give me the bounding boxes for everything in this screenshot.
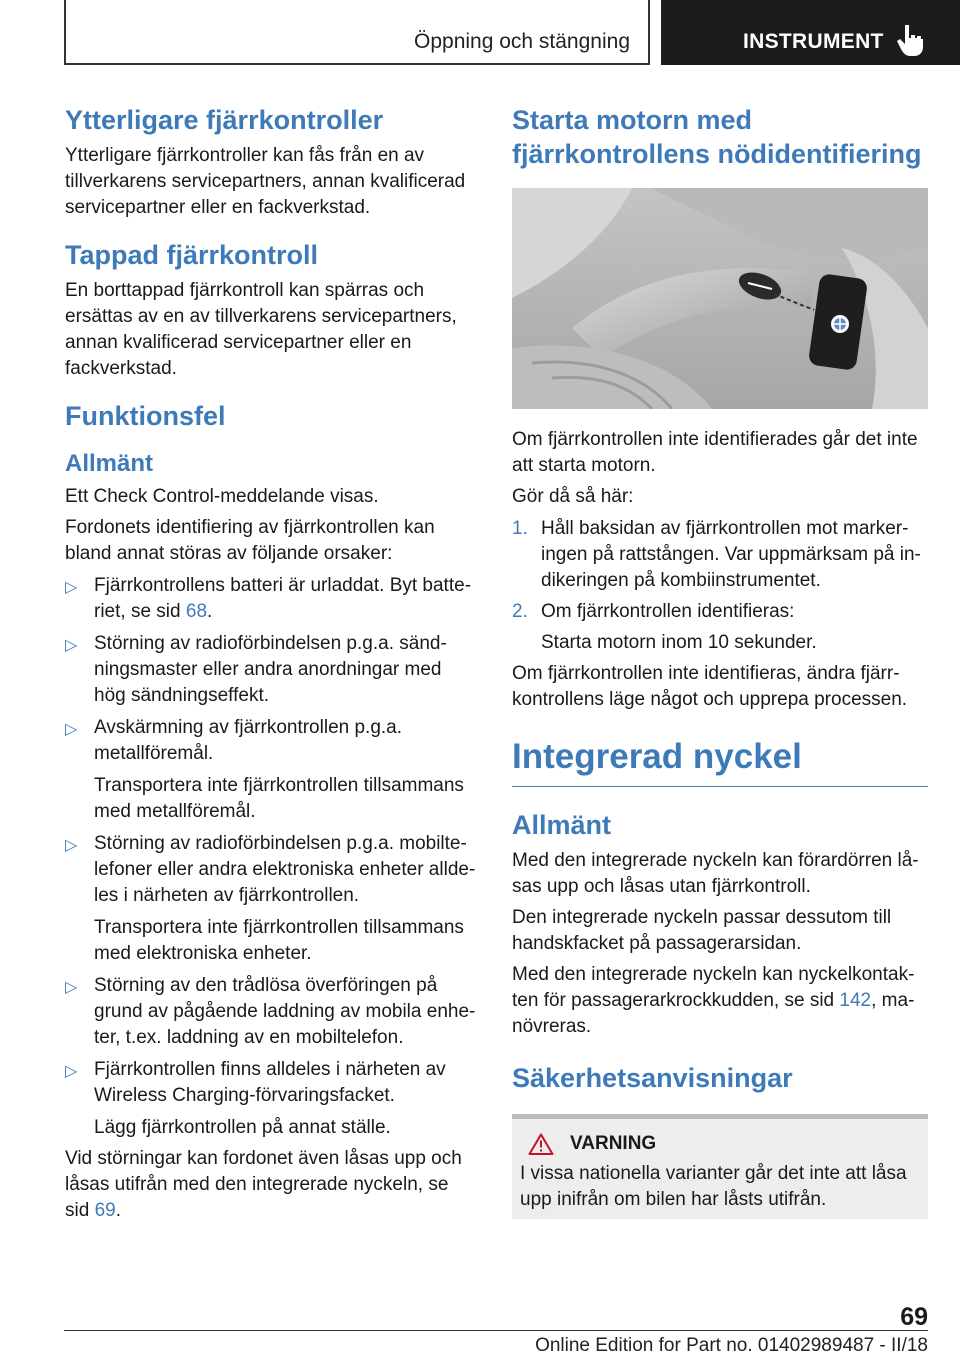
heading-safety-notes: Säkerhetsanvisningar	[512, 1063, 793, 1093]
subheading-general: Allmänt	[512, 810, 612, 841]
paragraph-key-airbag	[512, 962, 928, 1040]
steps-list	[512, 516, 928, 656]
list-item-text: Fjärrkontrollen finns alldeles i närheten av Wireless Charging-förvaringsfacket.	[94, 1059, 446, 1107]
bullet-triangle-icon: ▷	[65, 579, 78, 597]
list-item	[65, 631, 477, 709]
list-item-note: Transportera inte fjärrkontrollen tillsammans med elektroniska enheter.	[94, 917, 464, 965]
bullet-triangle-icon: ▷	[65, 979, 78, 997]
footer-edition: Online Edition for Part no. 01402989487 - II/18	[535, 1335, 928, 1356]
list-item	[65, 1057, 477, 1141]
illustration-svg	[512, 188, 928, 409]
list-item-text: Fjärrkontrollens batteri är urladdat. Byt batteriet, se sid	[94, 575, 472, 623]
page-link-69[interactable]: 69	[94, 1200, 116, 1222]
paragraph-do-this: Gör då så här:	[512, 485, 634, 507]
paragraph-lost-remote: En borttappad fjärrkontroll kan spärras och ersättas av en av tillverkarens servicepartners, annan kvalificerad servicepartner eller en fackverkstad.	[65, 279, 457, 379]
header-section-box	[64, 0, 650, 65]
step-number: 2.	[512, 600, 528, 622]
bullet-triangle-icon: ▷	[65, 721, 78, 739]
right-column	[512, 98, 928, 1219]
key-airbag-text-end: , manövreras.	[512, 990, 915, 1037]
closing-text: Vid störningar kan fordonet även låsas upp och låsas utifrån med den integrerade nyckeln, se sid	[65, 1148, 462, 1222]
list-item	[65, 973, 477, 1051]
list-item-note: Transportera inte fjärrkontrollen tillsammans med metallföremål.	[94, 775, 464, 823]
bullet-triangle-icon: ▷	[65, 837, 78, 855]
step-text: Håll baksidan av fjärrkontrollen mot markeringen på rattstången. Var uppmärksam på indikeringen på kombiinstrumentet.	[541, 517, 921, 591]
list-item-text: Avskärmning av fjärrkontrollen p.g.a. metallföremål.	[94, 717, 403, 765]
warning-text: I vissa nationella varianter går det inte att låsa upp inifrån om bilen har låsts utifrån.	[520, 1162, 907, 1210]
step-note: Starta motorn inom 10 sekunder.	[541, 631, 817, 653]
warning-triangle-icon	[528, 1133, 554, 1155]
left-column	[65, 98, 477, 1224]
key-airbag-text: Med den integrerade nyckeln kan nyckelkontakten för passagerarkrockkudden, se sid	[512, 964, 915, 1011]
step-text: Om fjärrkontrollen identifieras:	[541, 600, 795, 622]
step-item	[512, 599, 928, 656]
subheading-general: Allmänt	[65, 450, 154, 478]
page-number: 69	[900, 1303, 928, 1331]
list-item-text-end: .	[207, 601, 213, 623]
list-item	[65, 831, 477, 967]
paragraph-not-identified: Om fjärrkontrollen inte identifierades går det inte att starta motorn.	[512, 428, 918, 476]
page-link-142[interactable]: 142	[839, 990, 872, 1011]
pointing-hand-icon	[896, 23, 926, 57]
header-section-title: Öppning och stängning	[414, 30, 630, 53]
paragraph-causes-intro: Fordonets identifiering av fjärrkontrollen kan bland annat störas av följande orsaker:	[65, 517, 435, 565]
heading-additional-remotes: Ytterligare fjärrkontroller	[65, 105, 384, 135]
illustration-remote-at-steering-column	[512, 188, 928, 409]
warning-box	[512, 1114, 928, 1219]
paragraph-reposition: Om fjärrkontrollen inte identifieras, ändra fjärrkontrollens läge något och upprepa processen.	[512, 662, 908, 710]
bullet-triangle-icon: ▷	[65, 1063, 78, 1081]
heading-lost-remote: Tappad fjärrkontroll	[65, 239, 319, 270]
heading-integrated-key: Integrerad nyckel	[512, 735, 928, 788]
paragraph-check-control: Ett Check Control-meddelande visas.	[65, 486, 379, 508]
bullet-triangle-icon: ▷	[65, 637, 78, 655]
list-item	[65, 573, 477, 625]
list-item-text: Störning av radioförbindelsen p.g.a. sändningsmaster eller andra anordningar med hög sändningseffekt.	[94, 633, 447, 707]
step-number: 1.	[512, 517, 528, 539]
heading-emergency-start: Starta motorn med fjärrkontrollens nödidentifiering	[512, 105, 922, 169]
list-item-note: Lägg fjärrkontrollen på annat ställe.	[94, 1117, 391, 1139]
header-chapter-label: INSTRUMENT	[743, 30, 884, 53]
footer-divider	[64, 1330, 928, 1331]
warning-header	[520, 1133, 920, 1155]
header-chapter-tab[interactable]	[661, 0, 960, 65]
paragraph-additional-remotes: Ytterligare fjärrkontroller kan fås från en av tillverkarens servicepartners, annan kvalificerad servicepartner eller en fackverkstad.	[65, 144, 466, 218]
causes-list	[65, 573, 477, 1141]
paragraph-key-glovebox: Den integrerade nyckeln passar dessutom till handskfacket på passagerarsidan.	[512, 907, 892, 954]
list-item-text: Störning av radioförbindelsen p.g.a. mobiltelefoner eller andra elektroniska enheter alldeles i närheten av fjärrkontrollen.	[94, 833, 476, 907]
heading-malfunction: Funktionsfel	[65, 400, 226, 431]
paragraph-key-unlock: Med den integrerade nyckeln kan förardörren låsas upp och låsas utan fjärrkontroll.	[512, 850, 919, 897]
paragraph-closing	[65, 1146, 477, 1224]
list-item	[65, 715, 477, 825]
step-item	[512, 516, 928, 594]
closing-text-end: .	[115, 1200, 121, 1222]
page-link-68[interactable]: 68	[185, 601, 208, 623]
warning-title: VARNING	[570, 1132, 657, 1154]
list-item-text: Störning av den trådlösa överföringen på grund av pågående laddning av mobila enheter, t.ex. laddning av en mobiltelefon.	[94, 975, 476, 1049]
